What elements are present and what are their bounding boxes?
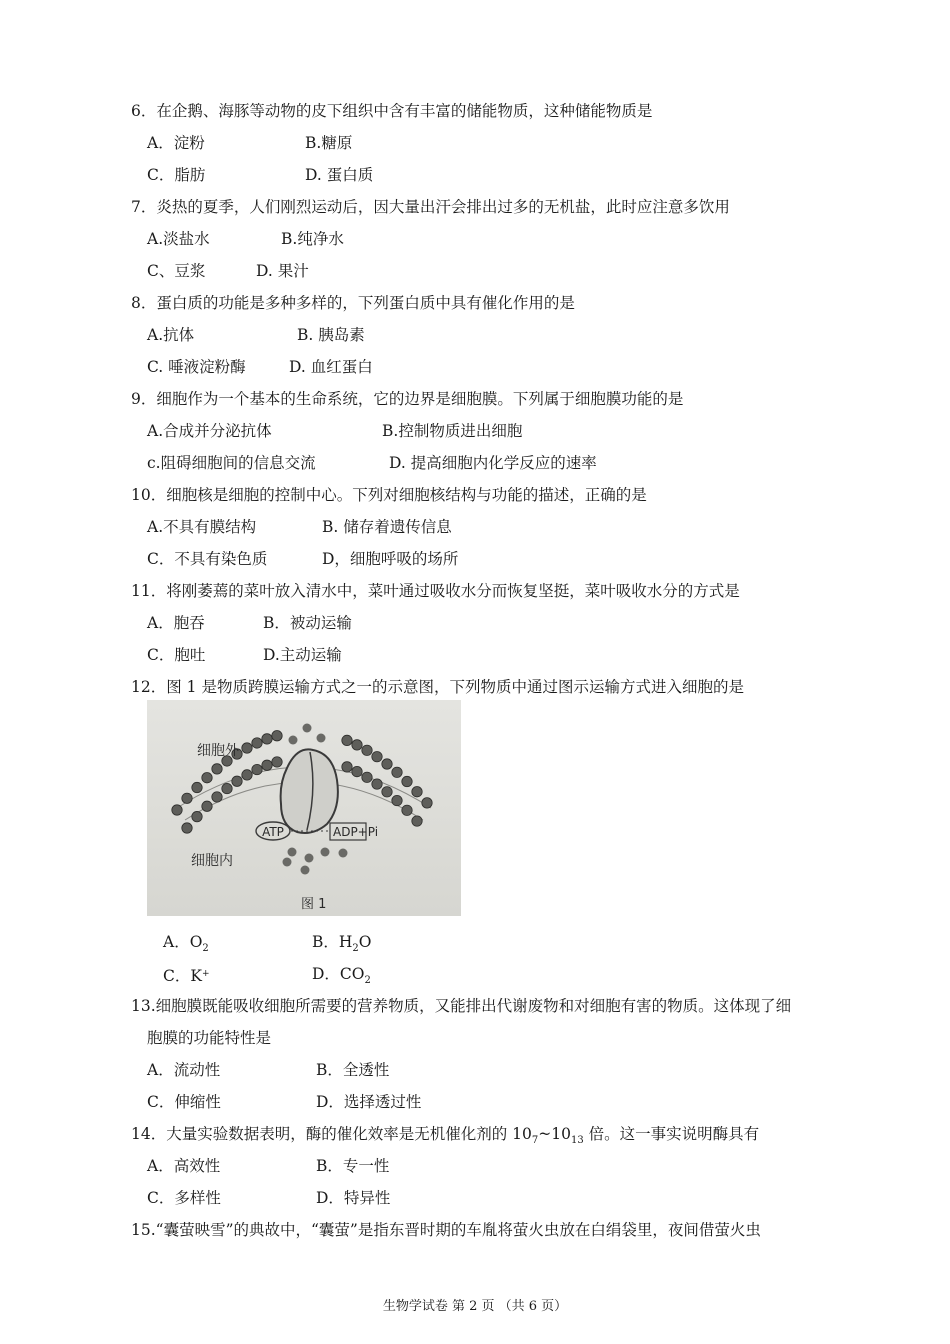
phospholipid-head <box>202 773 212 783</box>
phospholipid-head <box>352 740 362 750</box>
phospholipid-head <box>242 770 252 780</box>
q11-option-a: A．胞吞 <box>147 614 205 632</box>
adp-label: ADP+Pi <box>333 825 379 839</box>
phospholipid-head <box>392 795 402 805</box>
phospholipid-head <box>262 760 272 770</box>
question-9-stem: 9．细胞作为一个基本的生命系统，它的边界是细胞膜。下列属于细胞膜功能的是 <box>131 390 684 408</box>
q9-option-a: A.合成并分泌抗体 <box>147 422 272 440</box>
inside-label: 细胞内 <box>191 853 233 869</box>
phospholipid-head <box>272 757 282 767</box>
q14-option-b: B．专一性 <box>316 1157 390 1175</box>
q11-option-b: B．被动运输 <box>263 614 352 632</box>
phospholipid-head <box>352 766 362 776</box>
q9-option-c: c.阻碍细胞间的信息交流 <box>147 454 316 472</box>
phospholipid-head <box>392 767 402 777</box>
phospholipid-head <box>412 787 422 797</box>
molecule <box>305 854 314 863</box>
phospholipid-head <box>362 745 372 755</box>
q12-option-a: A．$O_2$ <box>163 933 209 954</box>
q8-option-a: A.抗体 <box>147 326 195 344</box>
q7-option-d: D. 果汁 <box>256 262 309 280</box>
phospholipid-head <box>192 782 202 792</box>
phospholipid-head <box>202 801 212 811</box>
q7-option-c: C、豆浆 <box>147 262 206 280</box>
q12-option-b: B．$H_2O$ <box>312 933 372 954</box>
q14-option-c: C．多样性 <box>147 1189 221 1207</box>
page-footer: 生物学试卷 第 2 页 （共 6 页） <box>382 1299 568 1314</box>
molecule <box>339 849 348 858</box>
q10-option-d: D，细胞呼吸的场所 <box>322 550 459 568</box>
q6-option-d: D. 蛋白质 <box>305 166 374 184</box>
phospholipid-head <box>222 783 232 793</box>
phospholipid-head <box>252 764 262 774</box>
molecule <box>317 734 326 743</box>
q6-option-b: B.糖原 <box>305 134 353 152</box>
phospholipid-head <box>342 735 352 745</box>
q8-option-b: B. 胰岛素 <box>297 326 365 344</box>
question-12-stem: 12．图 1 是物质跨膜运输方式之一的示意图，下列物质中通过图示运输方式进入细胞的是 <box>131 678 744 696</box>
q8-option-c: C. 唾液淀粉酶 <box>147 358 246 376</box>
phospholipid-head <box>232 776 242 786</box>
figure-caption: 图 1 <box>301 897 327 912</box>
question-8-stem: 8．蛋白质的功能是多种多样的，下列蛋白质中具有催化作用的是 <box>131 294 575 312</box>
q8-option-d: D. 血红蛋白 <box>289 358 373 376</box>
phospholipid-head <box>212 764 222 774</box>
phospholipid-head <box>412 816 422 826</box>
membrane-diagram <box>147 700 461 916</box>
q7-option-a: A.淡盐水 <box>147 230 210 248</box>
q13-option-b: B．全透性 <box>316 1061 390 1079</box>
molecule <box>288 848 297 857</box>
question-7-stem: 7．炎热的夏季，人们刚烈运动后，因大量出汗会排出过多的无机盐，此时应注意多饮用 <box>131 198 730 216</box>
molecule <box>301 866 310 875</box>
q10-option-c: C．不具有染色质 <box>147 550 268 568</box>
phospholipid-head <box>182 793 192 803</box>
phospholipid-head <box>402 776 412 786</box>
phospholipid-head <box>372 779 382 789</box>
molecule <box>321 848 330 857</box>
phospholipid-head <box>242 743 252 753</box>
q11-option-d: D.主动运输 <box>263 646 342 664</box>
q13-option-a: A．流动性 <box>147 1061 221 1079</box>
phospholipid-head <box>182 823 192 833</box>
phospholipid-head <box>252 738 262 748</box>
phospholipid-head <box>342 762 352 772</box>
q13-option-d: D．选择透过性 <box>316 1093 422 1111</box>
question-11-stem: 11．将刚萎蔫的菜叶放入清水中，菜叶通过吸收水分而恢复坚挺，菜叶吸收水分的方式是 <box>131 582 740 600</box>
question-13-stem-line2: 胞膜的功能特性是 <box>147 1029 272 1047</box>
q13-option-c: C．伸缩性 <box>147 1093 221 1111</box>
q10-option-a: A.不具有膜结构 <box>147 518 257 536</box>
q9-option-b: B.控制物质进出细胞 <box>382 422 523 440</box>
question-13-stem-line1: 13.细胞膜既能吸收细胞所需要的营养物质，又能排出代谢废物和对细胞有害的物质。这体现了细 <box>131 997 792 1015</box>
phospholipid-head <box>262 734 272 744</box>
q6-option-c: C．脂肪 <box>147 166 206 184</box>
phospholipid-head <box>372 751 382 761</box>
question-14-stem: 14．大量实验数据表明，酶的催化效率是无机催化剂的 $10_7\sim 10_{13}$ 倍。这一事实说明酶具有 <box>131 1125 760 1146</box>
q11-option-c: C．胞吐 <box>147 646 206 664</box>
phospholipid-head <box>212 792 222 802</box>
molecule <box>289 736 298 745</box>
membrane-transport-figure <box>147 700 461 916</box>
q9-option-d: D. 提高细胞内化学反应的速率 <box>389 454 597 472</box>
atp-label: ATP <box>262 825 284 839</box>
molecule <box>283 858 292 867</box>
phospholipid-head <box>272 731 282 741</box>
q7-option-b: B.纯净水 <box>281 230 344 248</box>
molecule <box>303 724 312 733</box>
question-6-stem: 6．在企鹅、海豚等动物的皮下组织中含有丰富的储能物质，这种储能物质是 <box>131 102 653 120</box>
phospholipid-head <box>192 811 202 821</box>
q14-option-d: D．特异性 <box>316 1189 391 1207</box>
question-15-stem: 15.“囊萤映雪”的典故中，“囊萤”是指东晋时期的车胤将萤火虫放在白绢袋里，夜间借萤火虫 <box>131 1221 761 1239</box>
q12-option-c: C．K+ <box>163 967 210 985</box>
phospholipid-head <box>172 805 182 815</box>
q10-option-b: B. 储存着遗传信息 <box>322 518 452 536</box>
phospholipid-head <box>382 787 392 797</box>
phospholipid-head <box>402 805 412 815</box>
q6-option-a: A．淀粉 <box>147 134 205 152</box>
phospholipid-head <box>362 772 372 782</box>
outside-label: 细胞外 <box>197 743 239 759</box>
q14-option-a: A．高效性 <box>147 1157 221 1175</box>
phospholipid-head <box>422 798 432 808</box>
phospholipid-head <box>382 759 392 769</box>
q12-option-d: D．$CO_2$ <box>312 965 371 986</box>
question-10-stem: 10．细胞核是细胞的控制中心。下列对细胞核结构与功能的描述，正确的是 <box>131 486 647 504</box>
